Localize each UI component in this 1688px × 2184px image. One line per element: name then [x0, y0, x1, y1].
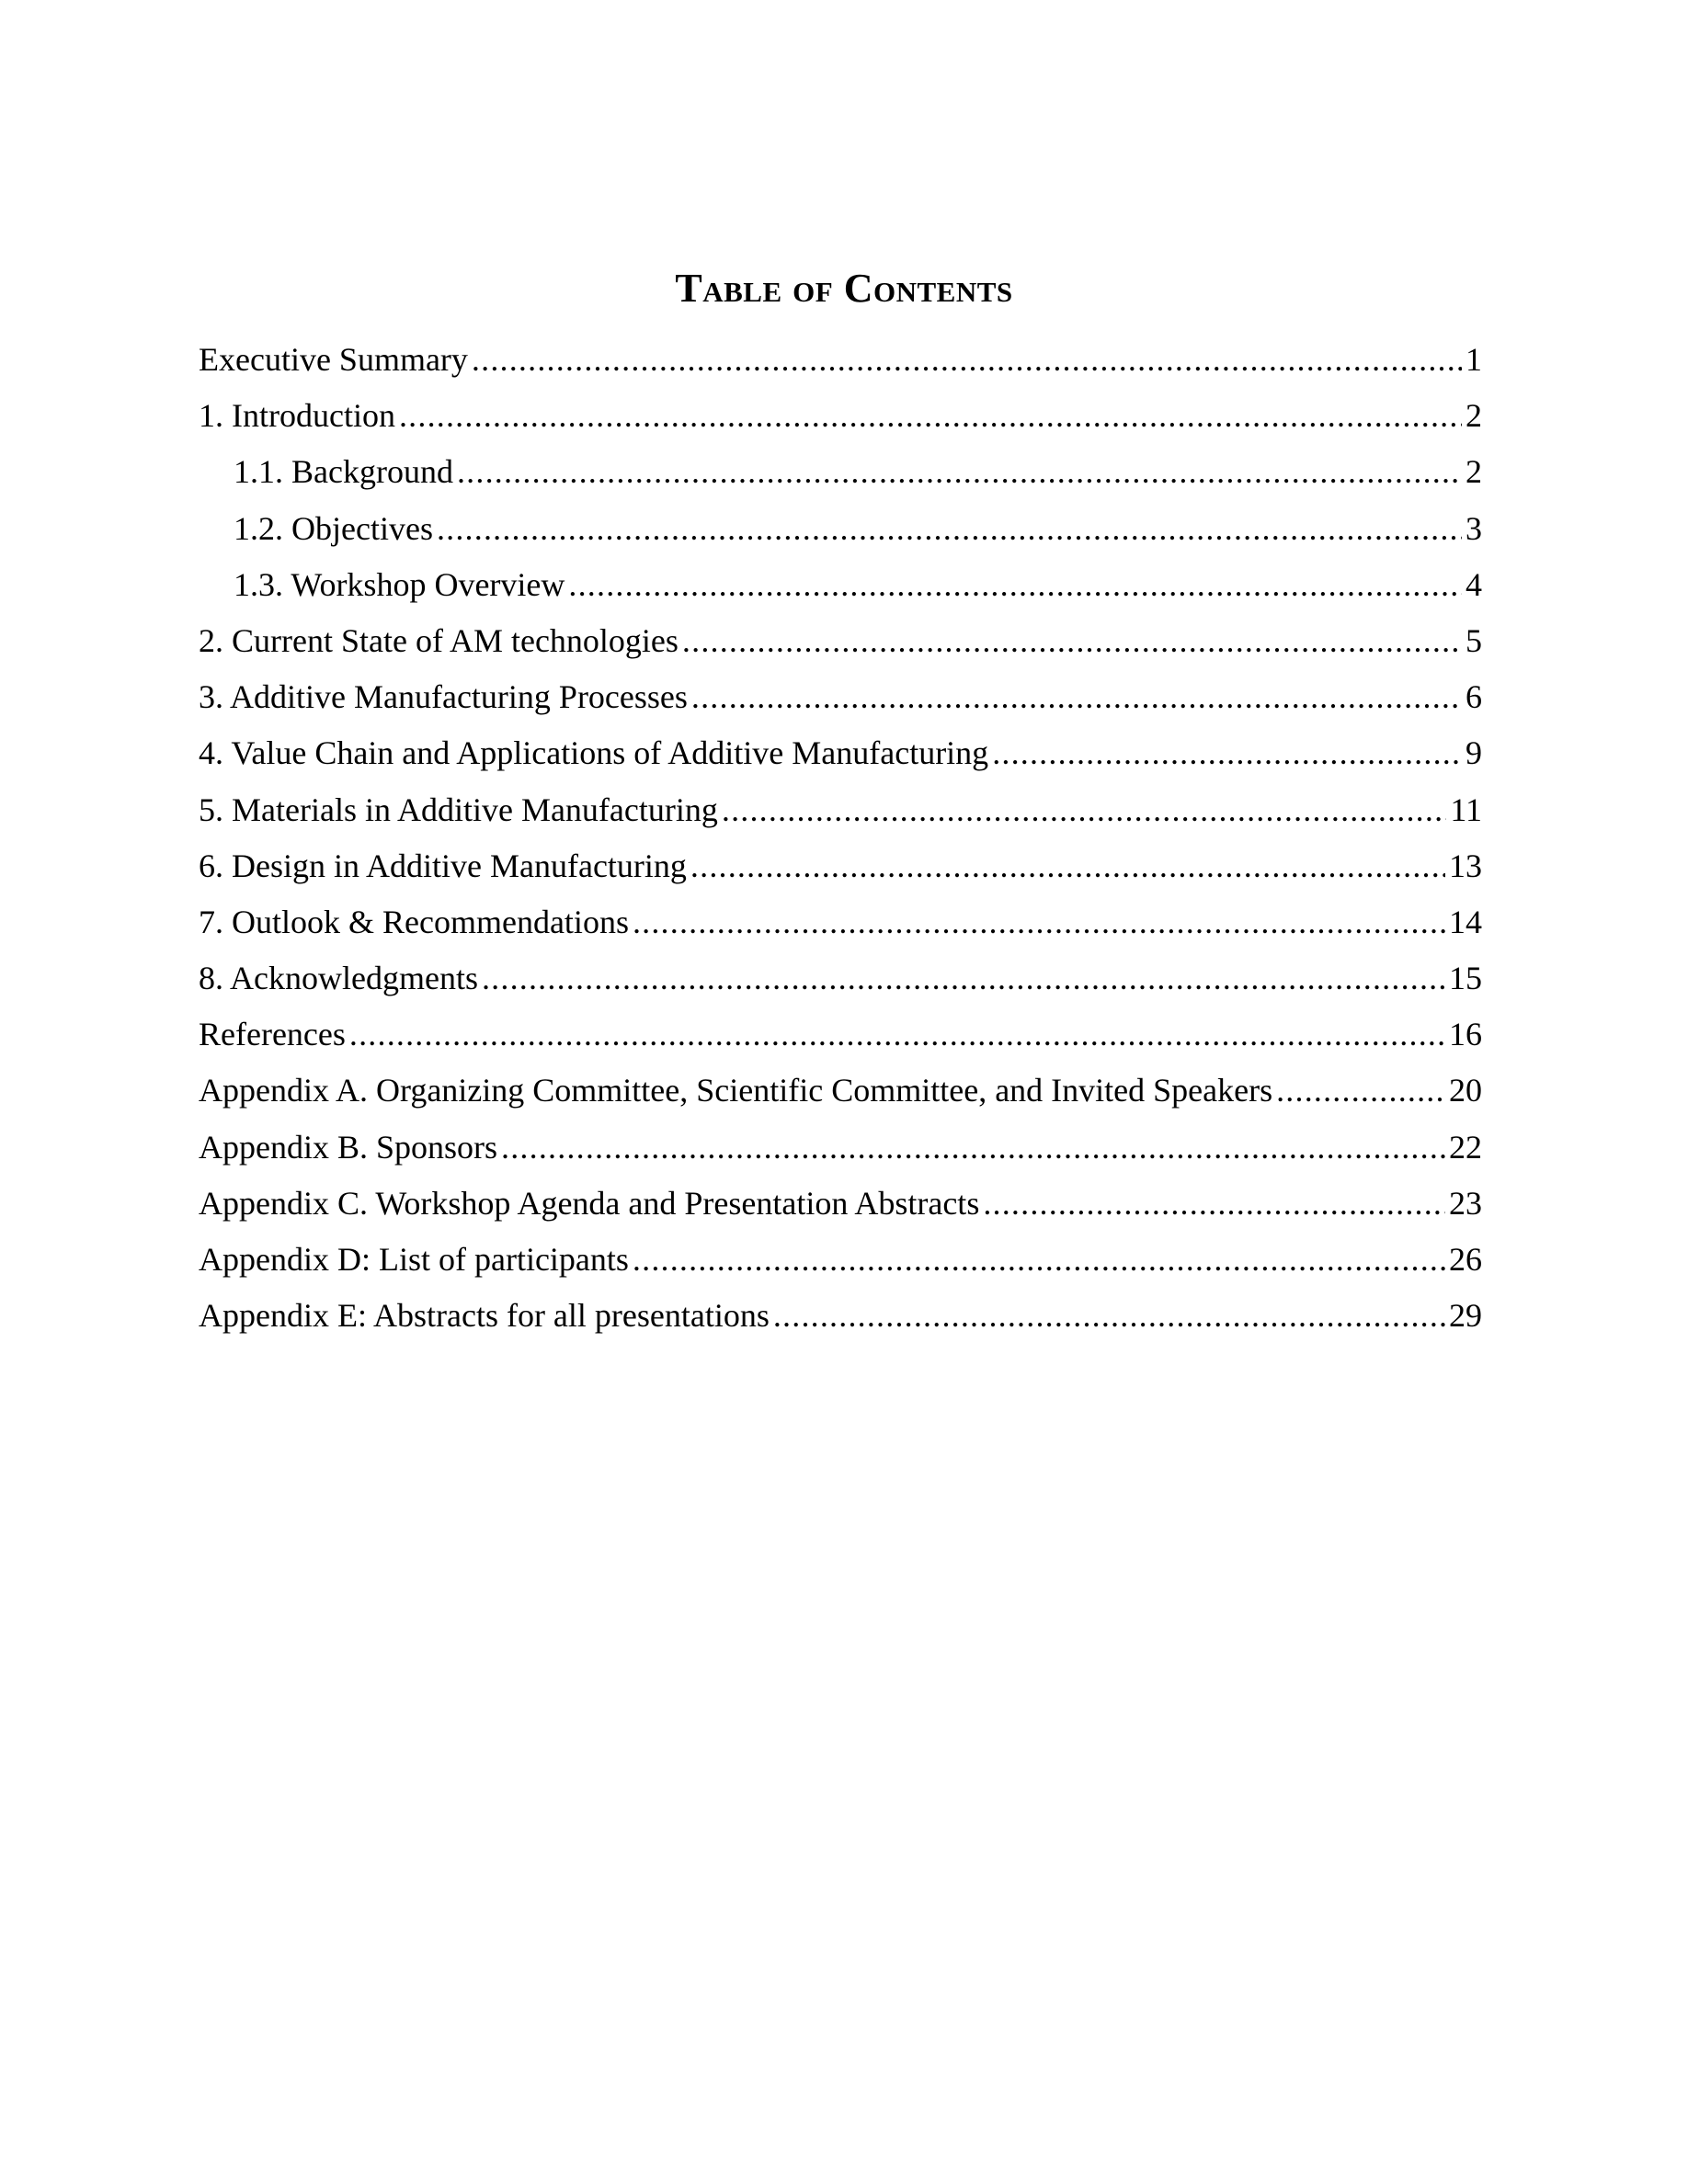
toc-entry-page-number: 23: [1449, 1184, 1482, 1222]
toc-entry[interactable]: [199, 332, 1482, 388]
toc-entry-label: Executive Summary: [199, 341, 468, 378]
toc-entry-label: Appendix B. Sponsors: [199, 1128, 498, 1166]
toc-entry-label: 1.1. Background: [234, 453, 453, 491]
toc-entry[interactable]: [199, 950, 1482, 1007]
dot-leader: [472, 332, 1462, 388]
toc-entry[interactable]: [199, 1288, 1482, 1344]
dot-leader: [349, 1007, 1445, 1063]
toc-entry[interactable]: [199, 1063, 1482, 1119]
toc-entry-page-number: 4: [1466, 565, 1482, 603]
dot-leader: [437, 501, 1462, 557]
dot-leader: [399, 388, 1462, 444]
toc-entry-label: Appendix C. Workshop Agenda and Presentation Abstracts: [199, 1184, 980, 1222]
toc-entry-page-number: 14: [1449, 903, 1482, 940]
toc-entry-label: 3. Additive Manufacturing Processes: [199, 678, 688, 716]
toc-entry-page-number: 13: [1449, 847, 1482, 884]
toc-entry-page-number: 20: [1449, 1072, 1482, 1109]
dot-leader: [691, 669, 1462, 725]
toc-entry-label: 6. Design in Additive Manufacturing: [199, 847, 687, 884]
toc-entry-page-number: 9: [1466, 734, 1482, 772]
toc-entry-page-number: 3: [1466, 509, 1482, 547]
toc-entry-label: 1.2. Objectives: [234, 509, 433, 547]
toc-entry[interactable]: [199, 1232, 1482, 1288]
toc-entry[interactable]: [199, 388, 1482, 444]
toc-entry-label: Appendix E: Abstracts for all presentations: [199, 1297, 770, 1335]
dot-leader: [633, 894, 1445, 950]
toc-entry-label: 1. Introduction: [199, 397, 395, 435]
dot-leader: [983, 1176, 1445, 1232]
toc-entry[interactable]: [199, 1120, 1482, 1176]
dot-leader: [722, 782, 1446, 838]
toc-entry-page-number: 16: [1449, 1016, 1482, 1053]
dot-leader: [457, 444, 1462, 500]
toc-entry-label: Appendix A. Organizing Committee, Scientific Committee, and Invited Speakers: [199, 1072, 1273, 1109]
toc-entry-label: 2. Current State of AM technologies: [199, 621, 679, 659]
toc-entry-page-number: 15: [1449, 960, 1482, 997]
toc-entry-page-number: 26: [1449, 1241, 1482, 1278]
toc-entry-page-number: 5: [1466, 621, 1482, 659]
dot-leader: [992, 725, 1462, 781]
toc-entry[interactable]: [199, 1007, 1482, 1063]
dot-leader: [690, 838, 1445, 894]
toc-entry[interactable]: [199, 444, 1482, 500]
toc-entry-page-number: 1: [1466, 341, 1482, 378]
dot-leader: [682, 613, 1462, 669]
toc-entry-page-number: 11: [1450, 791, 1482, 828]
dot-leader: [482, 950, 1445, 1007]
toc-entry-page-number: 2: [1466, 397, 1482, 435]
dot-leader: [1276, 1063, 1445, 1119]
toc-entry-label: References: [199, 1016, 346, 1053]
toc-entry[interactable]: [199, 669, 1482, 725]
toc-entry[interactable]: [199, 1176, 1482, 1232]
toc-entry[interactable]: [199, 894, 1482, 950]
toc-entry[interactable]: [199, 613, 1482, 669]
toc-entry[interactable]: [199, 782, 1482, 838]
dot-leader: [501, 1120, 1445, 1176]
toc-entry-label: 8. Acknowledgments: [199, 960, 478, 997]
toc-entry-page-number: 29: [1449, 1297, 1482, 1335]
toc-entry-page-number: 2: [1466, 453, 1482, 491]
toc-entry[interactable]: [199, 725, 1482, 781]
dot-leader: [773, 1288, 1445, 1344]
toc-entry-label: Appendix D: List of participants: [199, 1241, 629, 1278]
dot-leader: [633, 1232, 1445, 1288]
toc-entry-label: 5. Materials in Additive Manufacturing: [199, 791, 718, 828]
table-of-contents: [199, 332, 1482, 1344]
toc-entry-page-number: 22: [1449, 1128, 1482, 1166]
toc-entry-label: 1.3. Workshop Overview: [234, 565, 565, 603]
toc-entry[interactable]: [199, 501, 1482, 557]
toc-entry-label: 7. Outlook & Recommendations: [199, 903, 629, 940]
toc-entry[interactable]: [199, 557, 1482, 613]
toc-entry-label: 4. Value Chain and Applications of Additive Manufacturing: [199, 734, 989, 772]
toc-entry[interactable]: [199, 838, 1482, 894]
toc-entry-page-number: 6: [1466, 678, 1482, 716]
page-title: Table of Contents: [675, 266, 1013, 311]
dot-leader: [568, 557, 1462, 613]
